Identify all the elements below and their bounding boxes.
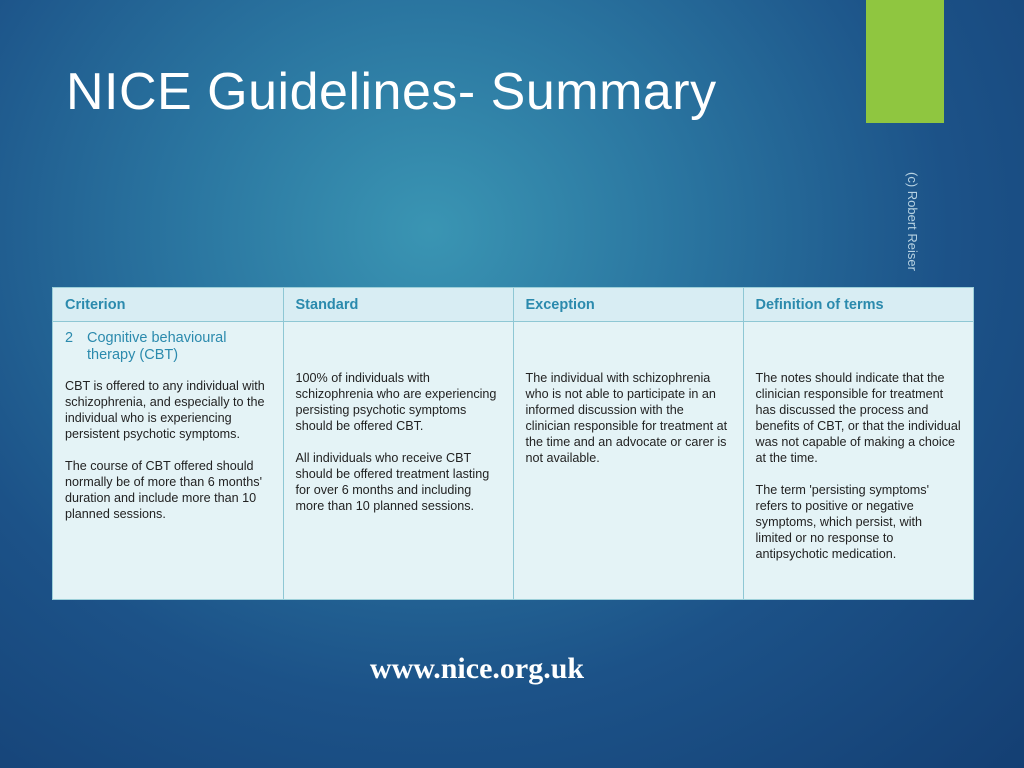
header-criterion: Criterion bbox=[53, 288, 283, 321]
criterion-paragraph: The course of CBT offered should normally be of more than 6 months' duration and include more than 10 planned sessions. bbox=[65, 458, 263, 521]
criterion-name: Cognitive behavioural therapy (CBT) bbox=[87, 329, 227, 363]
criterion-paragraph: CBT is offered to any individual with schizophrenia, and especially to the individual who is experiencing persistent psychotic symptoms. bbox=[65, 378, 265, 441]
exception-paragraph: The individual with schizophrenia who is not able to participate in an informed discussion with the clinician responsible for treatment at the time and an advocate or carer is not available. bbox=[525, 370, 728, 465]
standard-paragraph: All individuals who receive CBT should be offered treatment lasting for over 6 months and including more than 10 planned sessions. bbox=[295, 450, 490, 513]
criteria-table bbox=[53, 288, 973, 599]
slide-title: NICE Guidelines- Summary bbox=[66, 63, 717, 121]
definition-paragraph: The term 'persisting symptoms' refers to positive or negative symptoms, which persist, with limited or no response to antipsychotic medication. bbox=[755, 482, 929, 561]
criterion-number: 2 bbox=[65, 329, 74, 346]
standard-cell bbox=[283, 321, 513, 599]
copyright-notice: (c) Robert Reiser bbox=[905, 172, 920, 271]
header-exception: Exception bbox=[513, 288, 743, 321]
header-definition: Definition of terms bbox=[743, 288, 973, 321]
definition-cell bbox=[743, 321, 973, 599]
definition-paragraph: The notes should indicate that the clinician responsible for treatment has discussed the process and benefits of CBT, or that the individual was not capable of making a choice at the time. bbox=[755, 370, 961, 465]
header-standard: Standard bbox=[283, 288, 513, 321]
standard-paragraph: 100% of individuals with schizophrenia who are experiencing persisting psychotic symptoms should be offered CBT. bbox=[295, 370, 497, 433]
website-link[interactable]: www.nice.org.uk bbox=[369, 652, 585, 685]
table-row bbox=[53, 321, 973, 599]
criterion-cell bbox=[53, 321, 283, 599]
guidelines-table bbox=[52, 287, 974, 600]
exception-cell bbox=[513, 321, 743, 599]
table-header-row bbox=[53, 288, 973, 321]
accent-bar bbox=[866, 0, 944, 123]
criterion-heading bbox=[65, 330, 271, 364]
